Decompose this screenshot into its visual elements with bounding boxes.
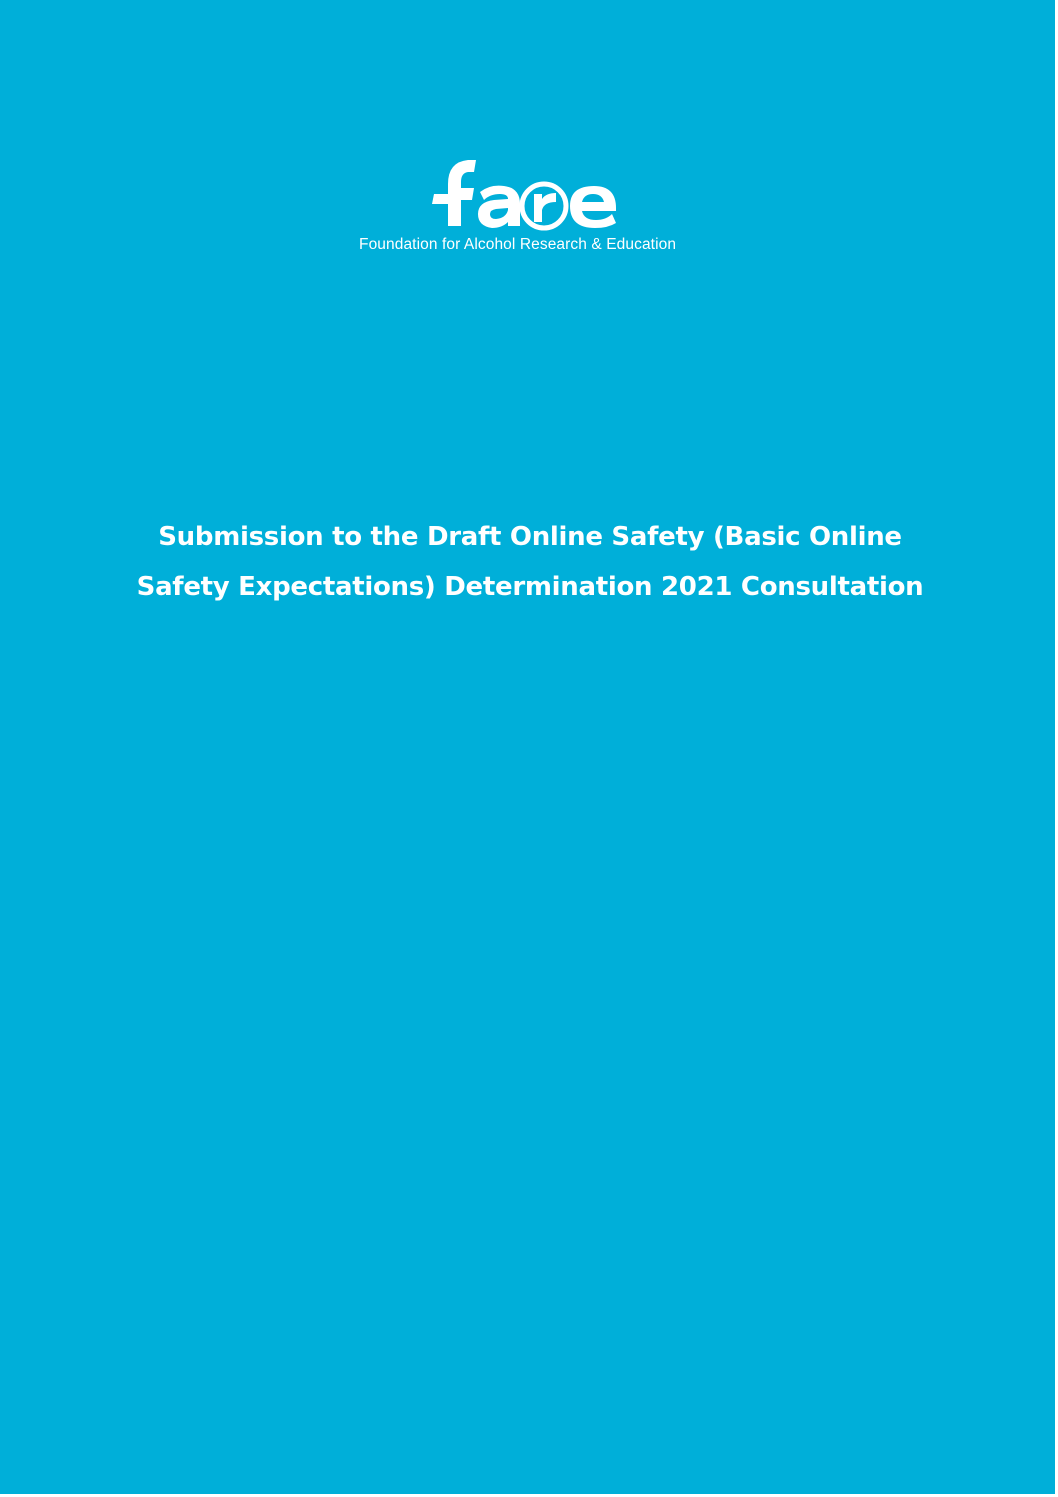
fare-logo-icon bbox=[420, 148, 640, 238]
document-title bbox=[60, 512, 1000, 612]
title-line-2: Safety Expectations) Determination 2021 Consultation bbox=[136, 572, 924, 602]
logo-tagline: Foundation for Alcohol Research & Education bbox=[359, 236, 677, 253]
title-line-1: Submission to the Draft Online Safety (Basic Online bbox=[158, 522, 902, 552]
